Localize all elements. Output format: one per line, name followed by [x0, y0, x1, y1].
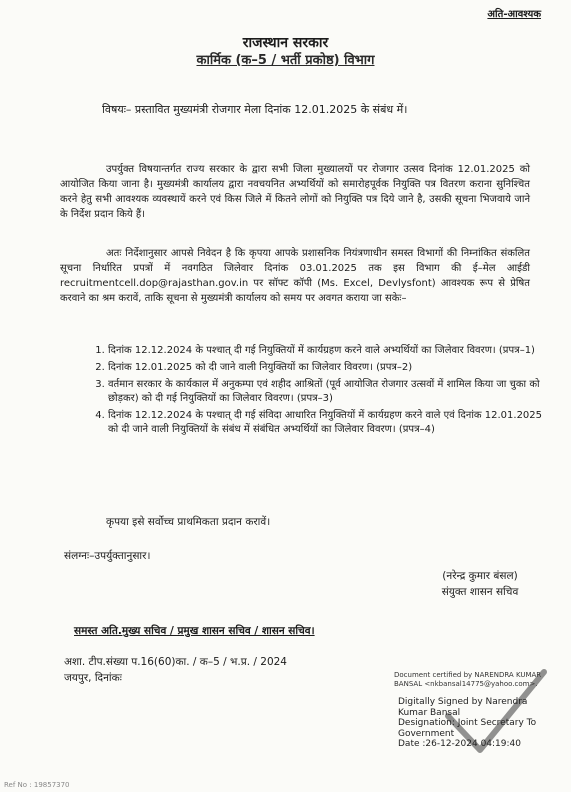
digital-line-3: Designation: Joint Secretary To: [398, 718, 537, 728]
list-item: 4. दिनांक 12.12.2024 के पश्चात् दी गई संविदा आधारित नियुक्तियों में कार्यग्रहण करने वाले एवं दिनांक 12.01.2025 को दी जाने वाली नियुक्तियों के संबंध में संबंधित अभ्यर्थियों का जिलेवार विवरण। (प्रपत्र–4): [108, 409, 550, 437]
signature-block: [410, 568, 550, 600]
letter-header: [0, 34, 571, 70]
reference-block: [64, 654, 287, 686]
digital-line-1: Digitally Signed by Narendra: [398, 697, 528, 707]
digital-line-4: Government: [398, 728, 455, 739]
paragraph-1: उपर्युक्त विषयान्तर्गत राज्य सरकार के द्वारा सभी जिला मुख्यालयों पर रोजगार उत्सव दिनांक 12.01.2025 को आयोजित किया जाना है। मुख्यमंत्री कार्यालय द्वारा नवचयनित अभ्यर्थियों को समारोहपूर्वक नियुक्ति पत्र वितरण कराना सुनिश्चित करने हेतु सभी आवश्यक व्यवस्थायें करने एवं किस जिले में कितने लोगों को नियुक्ति पत्र दिये जाने है, उसकी सूचना भिजवाये जाने के निर्देश प्रदान किये हैं।: [60, 164, 530, 220]
list-item: 3. वर्तमान सरकार के कार्यकाल में अनुकम्पा एवं शहीद आश्रितों (पूर्व आयोजित रोजगार उत्सवों में शामिल किया जा चुका को छोड़कर) को दी गई नियुक्तियों का जिलेवार विवरण। (प्रपत्र–3): [108, 378, 550, 406]
urgent-label: अति-आवश्यक: [487, 9, 541, 20]
recipients-line: समस्त अति.मुख्य सचिव / प्रमुख शासन सचिव / शासन सचिव।: [74, 625, 315, 637]
digital-signature: [398, 697, 566, 750]
requirements-list: [90, 344, 550, 440]
list-item: 1. दिनांक 12.12.2024 के पश्चात् दी गई नियुक्तियों में कार्यग्रहण करने वाले अभ्यर्थियों का जिलेवार विवरण। (प्रपत्र–1): [108, 344, 550, 358]
paragraph-2: अतः निर्देशानुसार आपसे निवेदन है कि कृपया आपके प्रशासनिक नियंत्रणाधीन समस्त विभागों की निम्नांकित संकलित सूचना निर्धारित प्रपत्रों में नवगठित जिलेवार दिनांक 03.01.2025 तक इस विभाग की ई–मेल आईडी recruitmentcell.dop@rajasthan.gov.in पर सॉफ्ट कॉपी (Ms. Excel, Devlysfont) आवश्यक रूप से प्रेषित करवाने का श्रम करावें, ताकि सूचना से मुख्यमंत्री कार्यालय को समय पर अवगत कराया जा सकेः–: [60, 248, 530, 304]
priority-note: कृपया इसे सर्वोच्च प्राथमिकता प्रदान करावें।: [106, 516, 271, 528]
certification-note: Document certified by NARENDRA KUMAR BANSAL <nkbansal14775@yahoo.com>.: [394, 671, 542, 688]
enclosure-note: संलग्नः–उपर्युक्तानुसार।: [64, 550, 151, 562]
signatory-designation: संयुक्त शासन सचिव: [441, 586, 519, 598]
digital-line-5: Date :26-12-2024 04:19:40: [398, 739, 521, 749]
subject-line: विषयः– प्रस्तावित मुख्यमंत्री रोजगार मेला दिनांक 12.01.2025 के संबंध में।: [102, 103, 408, 116]
list-item: 2. दिनांक 12.01.2025 को दी जाने वाली नियुक्तियों का जिलेवार विवरण। (प्रपत्र–2): [108, 361, 550, 375]
place-date: जयपुर, दिनांकः: [64, 672, 122, 684]
signatory-name: (नरेन्द्र कुमार बंसल): [442, 570, 518, 582]
digital-line-2: Kumar Bansal: [398, 707, 461, 718]
department-title: कार्मिक (क–5 / भर्ती प्रकोष्ठ) विभाग: [196, 53, 375, 68]
footer-reference: Ref No : 19857370: [4, 781, 70, 789]
government-title: राजस्थान सरकार: [242, 35, 329, 51]
reference-number: अशा. टीप.संख्या प.16(60)का. / क–5 / भ.प्र. / 2024: [64, 656, 287, 668]
